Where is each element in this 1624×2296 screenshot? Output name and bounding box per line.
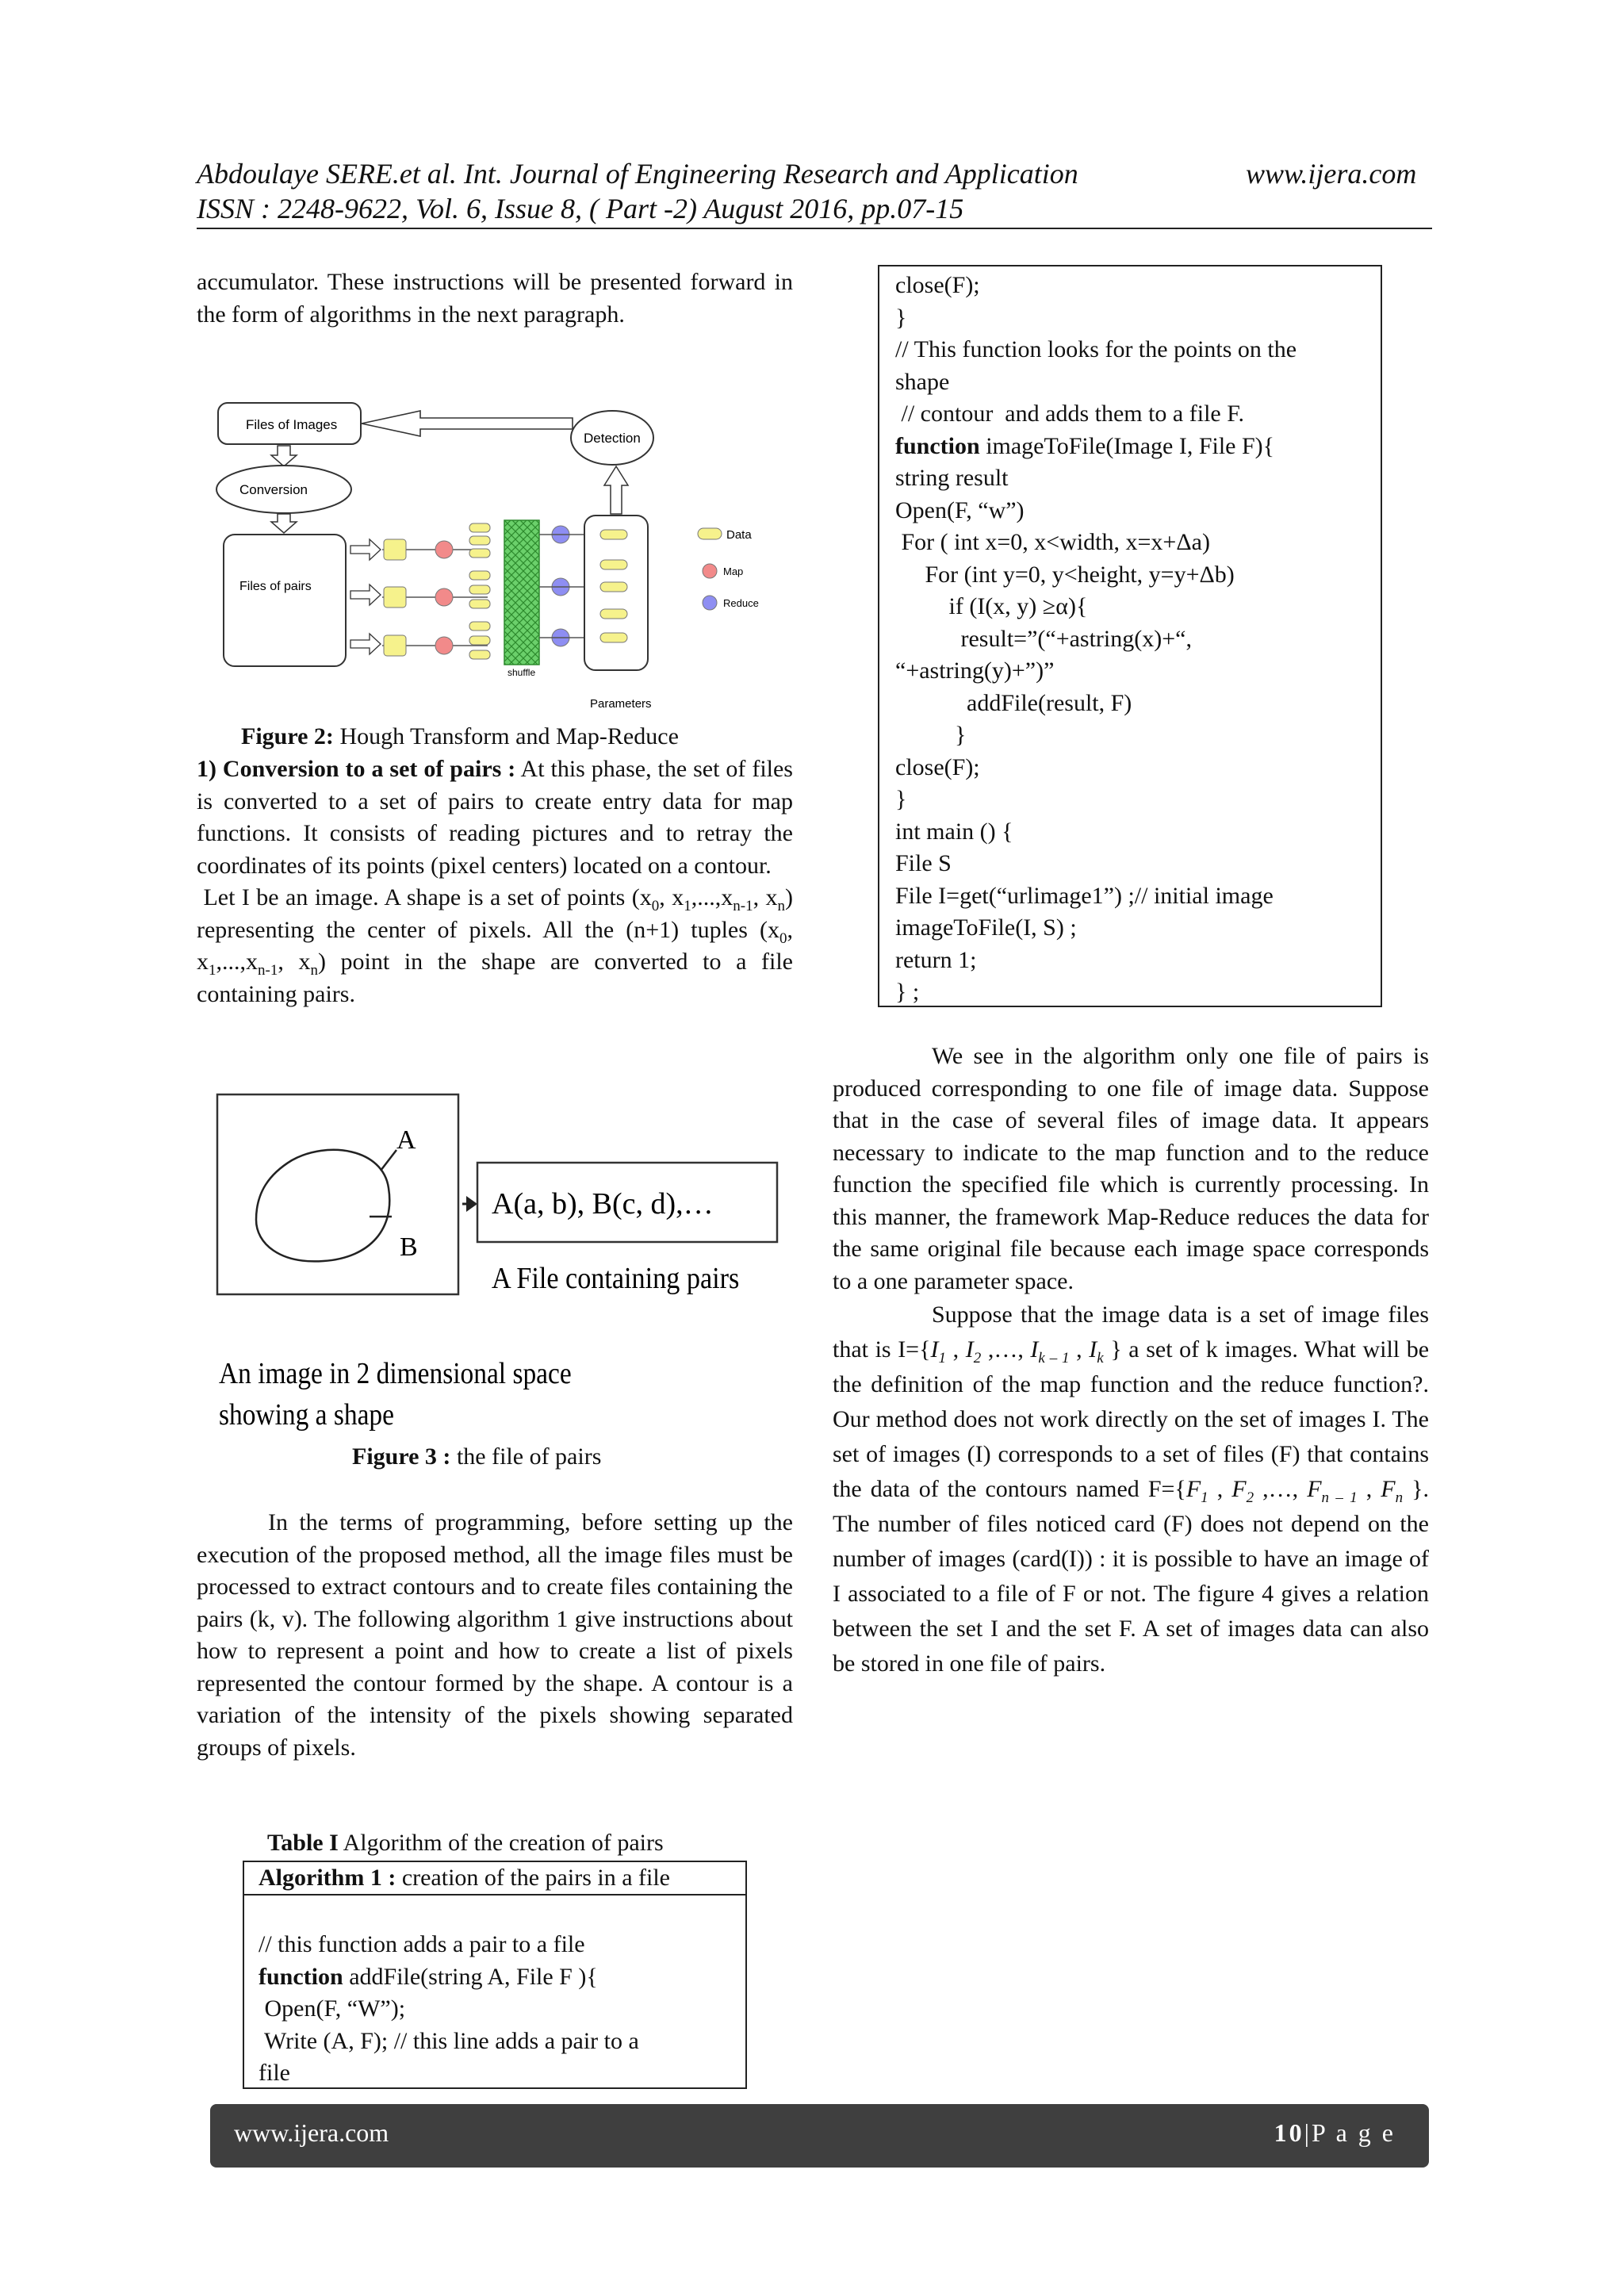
programming-text: In the terms of programming, before setting up the execution of the proposed method, all the image files must be processed to extract contours and to create files containing the pairs (k, v). The following algorithm 1 give instructions about how to represent a point and how to create a list of pixels represented the contour formed by the shape. A contour is a variation of the intensity of the pixels showing separated groups of pixels.: [197, 1509, 793, 1761]
code-line: }: [895, 722, 967, 748]
table-1-caption: [267, 1827, 664, 1859]
right-text-block: [833, 1041, 1429, 1681]
page-number-value: 10: [1274, 2118, 1304, 2147]
journal-citation: Abdoulaye SERE.et al. Int. Journal of Engineering Research and Application: [197, 158, 1078, 190]
code-line: }: [895, 304, 907, 331]
files-of-pairs-label: Files of pairs: [239, 580, 312, 593]
figure-2-caption-text: Hough Transform and Map-Reduce: [333, 723, 679, 749]
figure-3-caption-text: the file of pairs: [450, 1443, 602, 1470]
figure-2-caption: [241, 721, 679, 753]
code-line: function imageToFile(Image I, File F){: [895, 432, 1275, 459]
footer-url[interactable]: www.ijera.com: [234, 2118, 389, 2147]
arrow-detection-to-images: [362, 411, 573, 436]
file-containing-pairs-caption: A File containing pairs: [492, 1261, 740, 1295]
code-line: string result: [895, 465, 1009, 491]
page-word: |P a g e: [1304, 2118, 1396, 2147]
conversion-label: Conversion: [239, 482, 308, 497]
label-b: B: [400, 1232, 418, 1262]
data-block: [384, 635, 406, 656]
figure-3-diagram: [213, 1085, 791, 1450]
code-line: result=”(“+astring(x)+“,: [895, 625, 1192, 652]
label-a: A: [396, 1125, 416, 1155]
let-i-paragraph: Let I be an image. A shape is a set of points ($x_0$, $x_1,...,x_{n-1}$, $x_n$) representing the center of pixels. All the (n+1) tuples ($x_0$, $x_1,...,x_{n-1}$, $x_n$) point in the shape are converted to a file containing pairs.: [197, 884, 794, 1007]
section-1-text: At this phase, the set of files is converted to a set of pairs to create entry data for map functions. It consists of reading pictures and to retray the coordinates of its points (pixel centers) located on a contour.: [197, 756, 793, 879]
figure-2-diagram: [214, 397, 785, 718]
code-line: For (int y=0, y<height, y=y+Δb): [895, 561, 1235, 588]
data-block: [384, 539, 406, 560]
map-node: [435, 541, 453, 558]
figure-2-caption-label: Figure 2:: [241, 723, 334, 749]
files-of-images-label: Files of Images: [246, 417, 338, 432]
files-of-pairs-box: [224, 535, 346, 666]
arrow-pairs-row3: [350, 634, 381, 654]
map-output-pills: [469, 523, 490, 659]
section-1-paragraph: [197, 753, 793, 882]
section-1-heading: 1) Conversion to a set of pairs :: [197, 756, 516, 782]
legend-reduce-label: Reduce: [723, 597, 759, 609]
code-line: Open(F, “w”): [895, 496, 1025, 523]
code-line: // this function adds a pair to a file: [259, 1931, 585, 1957]
parameters-label: Parameters: [590, 697, 652, 711]
legend-map-label: Map: [723, 565, 744, 577]
code-line: “+astring(y)+”)”: [895, 657, 1055, 684]
map-node: [435, 588, 453, 606]
algorithm-1-header-label: Algorithm 1 :: [259, 1865, 396, 1891]
table-1-caption-text: Algorithm of the creation of pairs: [338, 1830, 664, 1856]
image-set-paragraph: Suppose that the image data is a set of image files that is $I=\{I_1$ , $I_2$ ,…, $I_{k - 1}$ , $I_k$ } a set of k images. What will be the definition of the map function and the reduce function?. Our method does not work directly on the set of images I. The set of images (I) corresponds to a set of files (F) that contains the data of the contours named $F=\{F_1$ , $F_2$ ,…, $F_{n - 1}$ , $F_n$ }. The number of files noticed card (F) does not depend on the number of images (card(I)) : it is possible to have an image of I associated to a file of F or not. The figure 4 gives a relation between the set I and the set F. A set of images data can also be stored in one file of pairs.: [833, 1301, 1430, 1677]
legend-data-label: Data: [726, 528, 752, 542]
legend-map-swatch: [703, 564, 717, 578]
image-frame: [217, 1094, 458, 1294]
legend-reduce-swatch: [703, 596, 717, 610]
table-1-caption-label: Table I: [267, 1830, 339, 1856]
header-url[interactable]: www.ijera.com: [1246, 158, 1417, 190]
code-line: File I=get(“urlimage1”) ;// initial image: [895, 882, 1274, 909]
algorithm-1-body: [259, 1929, 734, 2090]
arrow-head: [466, 1196, 477, 1212]
code-line: imageToFile(I, S) ;: [895, 914, 1077, 941]
data-block: [384, 587, 406, 608]
image-caption-line1: An image in 2 dimensional space: [219, 1356, 572, 1390]
code-line: // This function looks for the points on the: [895, 336, 1297, 362]
header-rule: [197, 228, 1432, 229]
code-line: file: [259, 2060, 290, 2086]
page-footer: [210, 2104, 1429, 2168]
code-line: }: [895, 786, 907, 812]
arrow-pairs-row2: [350, 585, 381, 605]
map-reduce-paragraph: We see in the algorithm only one file of pairs is produced corresponding to one file of image data. Suppose that in the case of several files of image data. It appears necessary to indicate to the map function and to the reduce function the specified file which is currently processing. In this manner, the framework Map-Reduce reduces the data for the same original file because each image space corresponds to a one parameter space.: [833, 1043, 1429, 1294]
algorithm-1-header: [244, 1862, 745, 1895]
code-line: function addFile(string A, File F ){: [259, 1963, 598, 1990]
arrow-conversion-to-pairs: [271, 514, 297, 533]
arrow-pairs-row1: [350, 539, 381, 560]
running-header-line2: ISSN : 2248-9622, Vol. 6, Issue 8, ( Part -2) August 2016, pp.07-15: [197, 193, 964, 224]
intro-paragraph: [197, 266, 793, 331]
shuffle-label: shuffle: [508, 667, 536, 678]
code-line: } ;: [895, 979, 920, 1005]
algorithm-1-table: [243, 1861, 747, 2089]
code-line: For ( int x=0, x<width, x=x+Δa): [895, 529, 1210, 555]
code-line: return 1;: [895, 946, 977, 973]
figure-3-caption-label: Figure 3 :: [352, 1443, 451, 1470]
algorithm-1-header-text: creation of the pairs in a file: [396, 1865, 671, 1891]
code-line: Write (A, F); // this line adds a pair to a: [259, 2027, 639, 2054]
arrow-images-to-conversion: [271, 446, 297, 466]
code-line: int main () {: [895, 818, 1013, 845]
code-line: Open(F, “W”);: [259, 1995, 406, 2022]
code-line: shape: [895, 368, 950, 395]
detection-label: Detection: [584, 431, 641, 446]
legend-data-swatch: [698, 528, 722, 539]
code-line: File S: [895, 850, 952, 876]
algorithm-continuation-box: [878, 265, 1382, 1007]
figure-3-caption: [352, 1441, 601, 1473]
code-line: // contour and adds them to a file F.: [895, 401, 1245, 427]
code-line: if (I(x, y) ≥α){: [895, 593, 1088, 619]
shuffle-hatch: [504, 520, 539, 665]
map-node: [435, 637, 453, 654]
page-number: [1274, 2118, 1396, 2148]
image-caption-line2: showing a shape: [219, 1397, 394, 1432]
section-1-block: [197, 753, 793, 1010]
running-header-line1: [197, 156, 1078, 191]
code-line: close(F);: [895, 272, 980, 298]
pairs-text: A(a, b), B(c, d),…: [492, 1187, 714, 1221]
code-line: addFile(result, F): [895, 689, 1132, 716]
code-line: close(F);: [895, 753, 980, 780]
intro-text: accumulator. These instructions will be presented forward in the form of algorithms in the next paragraph.: [197, 269, 793, 328]
algorithm-continuation-code: [895, 270, 1371, 1009]
programming-paragraph: [197, 1507, 793, 1764]
arrow-parameters-to-detection: [604, 466, 628, 514]
